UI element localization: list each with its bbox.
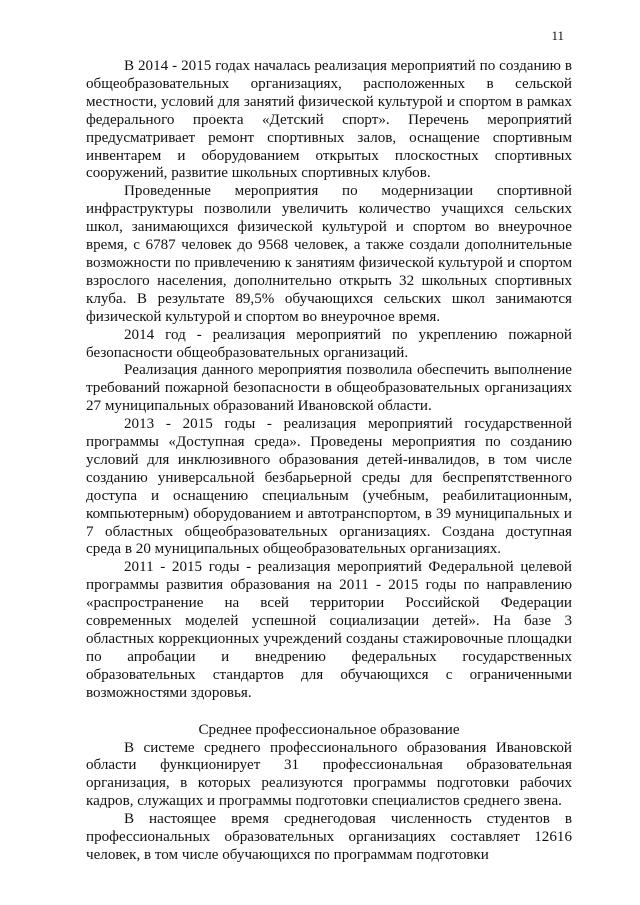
document-body [86,58,572,865]
paragraph-accessible-environment: 2013 - 2015 годы - реализация мероприятий государственной программы «Доступная среда». Проведены мероприятия по созданию условий для инклюзивного образования детей-инвалидов, в том числе созданию универсальной безбарьерной среды для беспрепятственного доступа и оснащению специальным (учебным, реабилитационным, компьютерным) оборудованием и автотранспортом, в 39 муниципальных и 7 областных общеобразовательных организациях. Создана доступная среда в 20 муниципальных общеобразовательных организациях. [86,416,572,558]
paragraph-sport-infrastructure: Проведенные мероприятия по модернизации спортивной инфраструктуры позволили увеличить количество учащихся сельских школ, занимающихся физической культурой и спортом во внеурочное время, с 6787 человек до 9568 человек, а также создали дополнительные возможности по привлечению к занятиям физической культурой и спортом взрослого населения, дополнительно открыть 32 школьных спортивных клуба. В результате 89,5% обучающихся сельских школ занимаются физической культурой и спортом во внеурочное время. [86,183,572,325]
paragraph-student-count: В настоящее время среднегодовая численность студентов в профессиональных образовательных организациях составляет 12616 человек, в том числе обучающихся по программам подготовки [86,811,572,863]
page-number: 11 [551,28,564,43]
paragraph-federal-program: 2011 - 2015 годы - реализация мероприятий Федеральной целевой программы развития образования на 2011 - 2015 годы по направлению «распространение на всей территории Российской Федерации современных моделей успешной социализации детей». На базе 3 областных коррекционных учреждений созданы стажировочные площадки по апробации и внедрению федеральных государственных образовательных стандартов для обучающихся с ограниченными возможностями здоровья. [86,559,572,701]
paragraph-rural-sport: В 2014 - 2015 годах началась реализация мероприятий по созданию в общеобразовательных организациях, расположенных в сельской местности, условий для занятий физической культурой и спортом в рамках федерального проекта «Детский спорт». Перечень мероприятий предусматривает ремонт спортивных залов, оснащение спортивным инвентарем и оборудованием открытых плоскостных спортивных сооружений, развитие школьных спортивных клубов. [86,58,572,182]
section-heading: Среднее профессиональное образование [198,721,460,738]
paragraph-vocational-system: В системе среднего профессионального образования Ивановской области функционирует 31 профессиональная образовательная организация, в которых реализуются программы подготовки рабочих кадров, служащих и программы подготовки специалистов среднего звена. [86,739,572,810]
paragraph-fire-safety-result: Реализация данного мероприятия позволила обеспечить выполнение требований пожарной безопасности в общеобразовательных организациях 27 муниципальных образований Ивановской области. [86,362,572,415]
paragraph-fire-safety-2014: 2014 год - реализация мероприятий по укреплению пожарной безопасности общеобразовательных организаций. [86,326,572,361]
